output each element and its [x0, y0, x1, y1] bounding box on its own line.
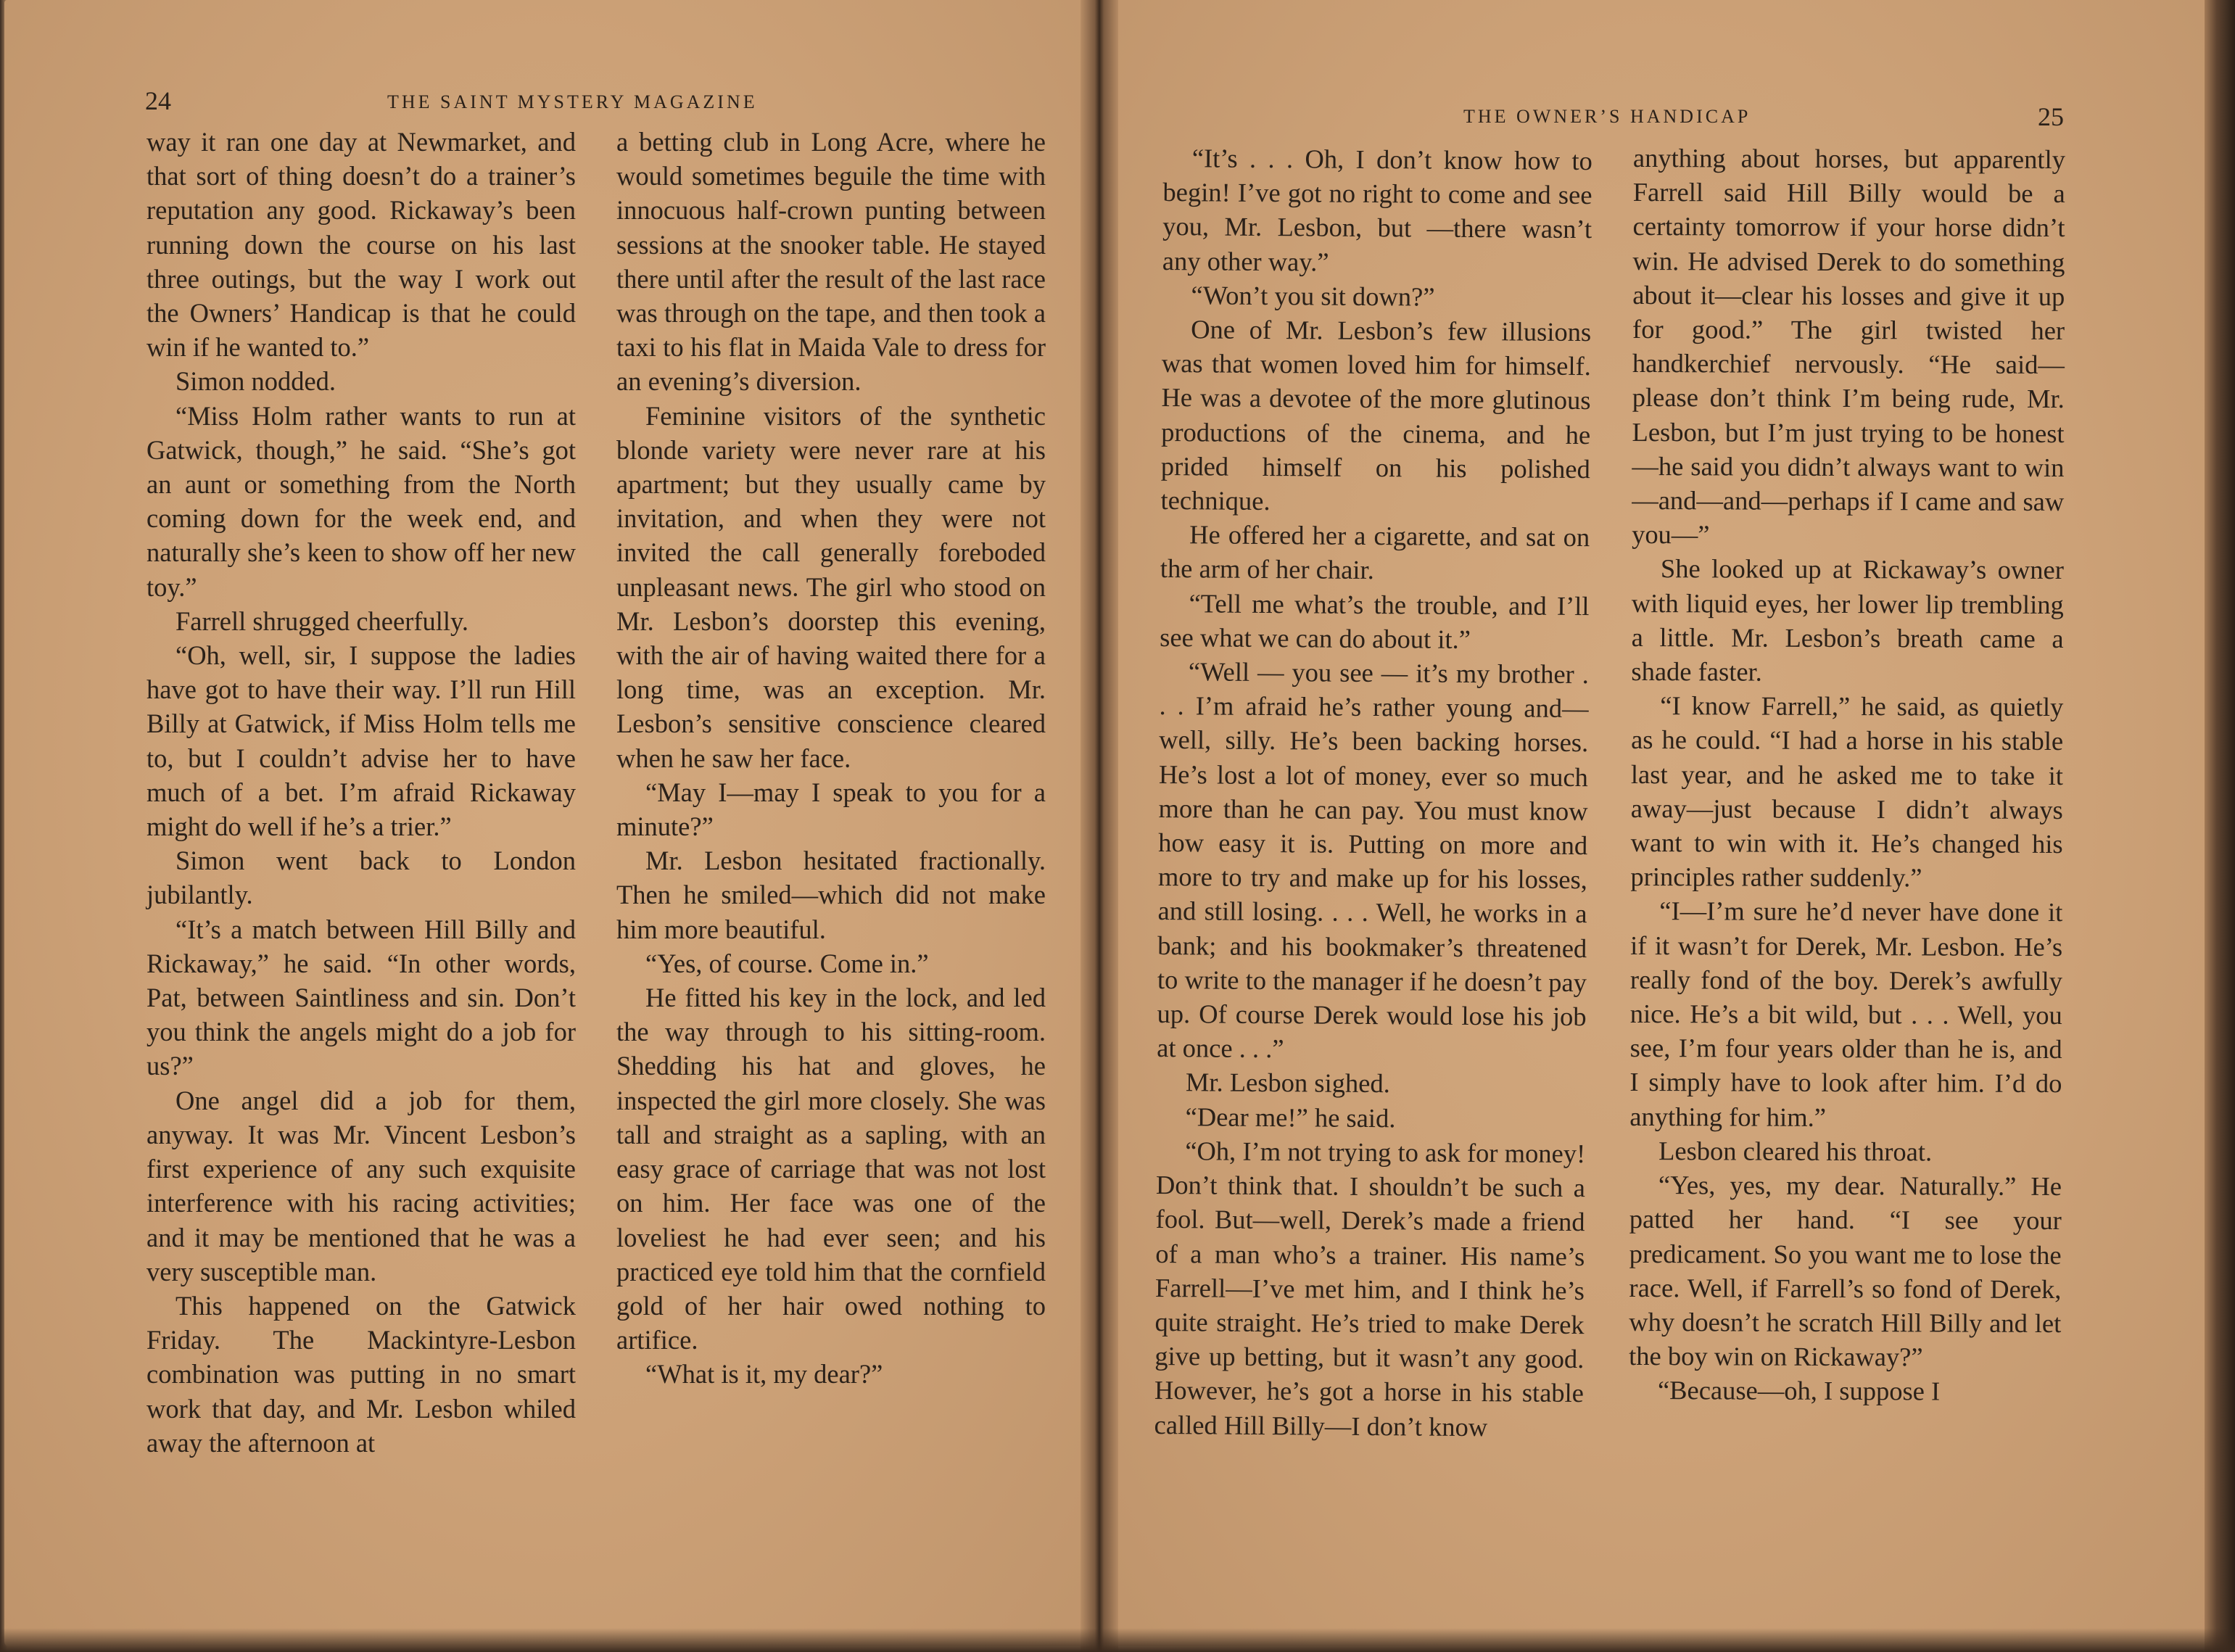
- paragraph: One of Mr. Lesbon’s few illusions was that women loved him for himself. He was a devotee of the more glutinous productions of the cinema, and he prided himself on his polished technique.: [1160, 314, 1592, 516]
- paragraph: Farrell shrugged cheerfully.: [175, 606, 469, 636]
- page-bottom-edge: [0, 1628, 2235, 1652]
- paragraph: way it ran one day at Newmarket, and that sort of thing doesn’t do a trainer’s reputation any good. Rickaway’s been running down the course on his last three outings, but the way I work out the Owners’ Handicap is that he could win if he wanted to.”: [146, 127, 576, 363]
- left-page-column-1: [146, 125, 576, 1460]
- paragraph: Simon nodded.: [175, 366, 336, 397]
- paragraph: “Because—oh, I suppose I: [1657, 1375, 1941, 1406]
- left-running-head: THE SAINT MYSTERY MAGAZINE: [387, 91, 758, 112]
- paragraph: “Oh, I’m not trying to ask for money! Don’t think that. I shouldn’t be such a fool. But—well, Derek’s made a friend of a man who’s a trainer. His name’s Farrell—I’ve met him, and I think he’s quite straight. He’s tried to make Derek give up betting, but it wasn’t any good. However, he’s got a horse in his stable called Hill Billy—I don’t know: [1154, 1136, 1586, 1442]
- paragraph: Mr. Lesbon hesitated fractionally. Then he smiled—which did not make him more beautiful.: [616, 846, 1046, 944]
- right-running-head: THE OWNER’S HANDICAP: [1463, 106, 1751, 127]
- paragraph: One angel did a job for them, anyway. It was Mr. Vincent Lesbon’s first experience of any such exquisite interference with his racing activities; and it may be mentioned that he was a very susceptible man.: [146, 1085, 576, 1287]
- paragraph: “May I—may I speak to you for a minute?”: [616, 777, 1046, 842]
- paragraph: He offered her a cigarette, and sat on the arm of her chair.: [1160, 519, 1590, 585]
- paragraph: “I—I’m sure he’d never have done it if it wasn’t for Derek, Mr. Lesbon. He’s really fond of the boy. Derek’s awfully nice. He’s a bit wild, but . . . Well, you see, I’m four years older than he is, and I simply have to look after him. I’d do anything for him.”: [1629, 896, 2063, 1132]
- paragraph: “Dear me!” he said.: [1185, 1101, 1396, 1133]
- paragraph: Lesbon cleared his throat.: [1658, 1136, 1933, 1167]
- paragraph: “Oh, well, sir, I suppose the ladies have got to have their way. I’ll run Hill Billy at Gatwick, if Miss Holm tells me to, but I couldn’t advise her to have much of a bet. I’m afraid Rickaway might do well if he’s a trier.”: [146, 640, 576, 842]
- paragraph: “Yes, yes, my dear. Naturally.” He patted her hand. “I see your predicament. So you want me to lose the race. Well, if Farrell’s so fond of Derek, why doesn’t he scratch Hill Billy and let the boy win on Rickaway?”: [1629, 1170, 2062, 1372]
- paragraph: “Yes, of course. Come in.”: [645, 948, 929, 978]
- right-page-number: 25: [2038, 102, 2064, 131]
- book-gutter: [1081, 0, 1118, 1652]
- left-page-number: 24: [145, 86, 171, 115]
- paragraph: “It’s . . . Oh, I don’t know how to begin! I’ve got no right to come and see you, Mr. Lesbon, but —there wasn’t any other way.”: [1162, 143, 1592, 277]
- paragraph: “Tell me what’s the trouble, and I’ll see what we can do about it.”: [1160, 587, 1590, 654]
- paragraph: anything about horses, but apparently Farrell said Hill Billy would be a certainty tomorrow if your horse didn’t win. He advised Derek to do something about it—clear his losses and give it up for good.” The girl twisted her handkerchief nervously. “He said—please don’t think I’m being rude, Mr. Lesbon, but I’m just trying to be honest—he said you didn’t always want to win—and—and—perhaps if I came and saw you—”: [1632, 142, 2065, 550]
- paragraph: He fitted his key in the lock, and led the way through to his sitting-room. Shedding his hat and gloves, he inspected the girl more closely. She was tall and straight as a sapling, with an easy grace of carriage that was not lost on him. Her face was one of the loveliest he had ever seen; and his practiced eye told him that the cornfield gold of her hair owed nothing to artifice.: [616, 983, 1046, 1355]
- right-page-column-2: [1629, 141, 2065, 1409]
- paragraph: This happened on the Gatwick Friday. The Mackintyre-Lesbon combination was putting in no smart work that day, and Mr. Lesbon whiled away the afternoon at: [146, 1290, 576, 1458]
- page-edge: [2205, 0, 2235, 1652]
- paragraph: She looked up at Rickaway’s owner with liquid eyes, her lower lip trembling a little. Mr. Lesbon’s breath came a shade faster.: [1631, 553, 2065, 687]
- paragraph: Feminine visitors of the synthetic blonde variety were never rare at his apartment; but they usually came by invitation, and when they were not invited the call generally foreboded unpleasant news. The girl who stood on Mr. Lesbon’s doorstep this evening, with the air of having waited there for a long time, was an exception. Mr. Lesbon’s sensitive conscience cleared when he saw her face.: [616, 400, 1046, 773]
- left-page-column-2: [616, 125, 1046, 1392]
- paragraph: “What is it, my dear?”: [645, 1359, 883, 1389]
- paragraph: “I know Farrell,” he said, as quietly as he could. “I had a horse in his stable last year, and he asked me to take it away—just because I didn’t always want to win with it. He’s changed his principles rather suddenly.”: [1630, 690, 2064, 893]
- paragraph: Mr. Lesbon sighed.: [1185, 1067, 1390, 1099]
- right-page-column-1: [1154, 141, 1592, 1445]
- paragraph: “Won’t you sit down?”: [1191, 280, 1435, 312]
- paragraph: “Well — you see — it’s my brother . . . I’m afraid he’s rather young and—well, silly. He’s been backing horses. He’s lost a lot of money, ever so much more than he can pay. You must know how easy it is. Putting on more and more to try and make up for his losses, and still losing. . . . Well, he works in a bank; and his bookmaker’s threatened to write to the manager if he doesn’t pay up. Of course Derek would lose his job at once . . .”: [1157, 656, 1590, 1064]
- paragraph: “It’s a match between Hill Billy and Rickaway,” he said. “In other words, Pat, between Saintliness and sin. Don’t you think the angels might do a job for us?”: [146, 914, 576, 1081]
- paragraph: Simon went back to London jubilantly.: [146, 846, 576, 910]
- paragraph: a betting club in Long Acre, where he would sometimes beguile the time with innocuous half-crown punting between sessions at the snooker table. He stayed there until after the result of the last race was through on the tape, and then took a taxi to his flat in Maida Vale to dress for an evening’s diversion.: [616, 127, 1046, 397]
- paragraph: “Miss Holm rather wants to run at Gatwick, though,” he said. “She’s got an aunt or something from the North coming down for the week end, and naturally she’s keen to show off her new toy.”: [146, 400, 576, 602]
